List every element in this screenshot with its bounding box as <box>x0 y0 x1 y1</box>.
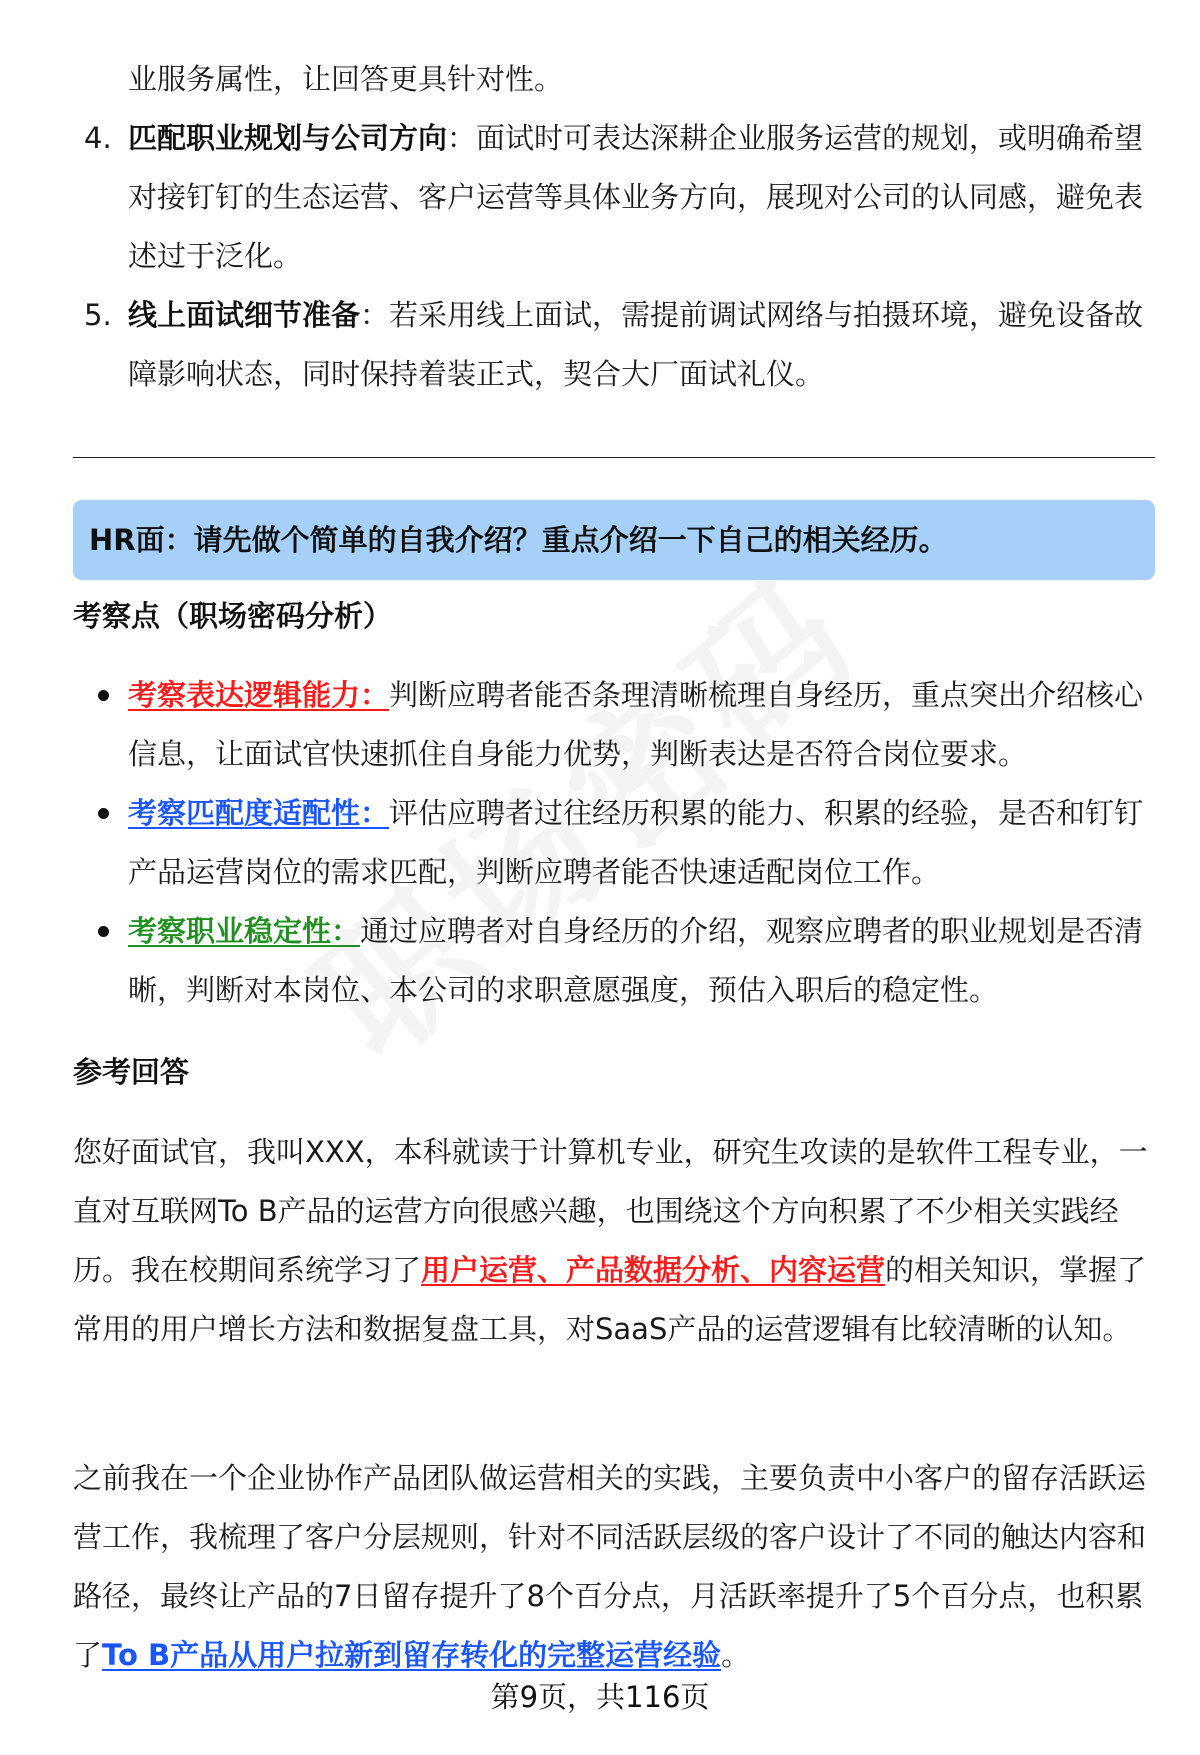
list-item <box>72 666 1148 784</box>
assessment-heading: 考察点（职场密码分析） <box>73 599 393 633</box>
item-body: 若采用线上面试，需提前调试网络与拍摄环境，避免设备故障影响状态，同时保持着装正式，契合大厂面试礼仪。 <box>128 298 1144 391</box>
bullet-icon <box>98 808 109 819</box>
continued-text: 业服务属性，让回答更具针对性。 <box>128 62 564 96</box>
question-banner <box>73 500 1155 580</box>
point-label: 考察表达逻辑能力： <box>128 678 390 712</box>
item-title: 线上面试细节准备 <box>128 298 361 332</box>
list-item <box>72 902 1148 1020</box>
answer-paragraph-1: 您好面试官，我叫XXX，本科就读于计算机专业，研究生攻读的是软件工程专业，一直对互联网To B产品的运营方向很感兴趣，也围绕这个方向积累了不少相关实践经历。我在校期间系统学习了用户运营、产品数据分析、内容运营的相关知识，掌握了常用的用户增长方法和数据复盘工具，对SaaS产品的运营逻辑有比较清晰的认知。 <box>73 1135 1148 1346</box>
question-title: HR面：请先做个简单的自我介绍？重点介绍一下自己的相关经历。 <box>89 523 948 557</box>
key-phrase: To B产品从用户拉新到留存转化的完整运营经验 <box>102 1638 722 1672</box>
point-label: 考察职业稳定性： <box>128 914 361 948</box>
list-number: 4. <box>84 121 112 155</box>
point-body: 评估应聘者过往经历积累的能力、积累的经验，是否和钉钉产品运营岗位的需求匹配，判断应聘者能否快速适配岗位工作。 <box>128 796 1144 889</box>
list-item <box>72 784 1148 902</box>
answer-paragraph-2: 之前我在一个企业协作产品团队做运营相关的实践，主要负责中小客户的留存活跃运营工作，我梳理了客户分层规则，针对不同活跃层级的客户设计了不同的触达内容和路径，最终让产品的7日留存提升了8个百分点，月活跃率提升了5个百分点，也积累了To B产品从用户拉新到留存转化的完整运营经验。 <box>73 1461 1147 1672</box>
answer-heading: 参考回答 <box>73 1055 190 1089</box>
section-divider <box>73 457 1155 458</box>
page-number: 第9页，共116页 <box>490 1680 710 1714</box>
list-item: 4. 匹配职业规划与公司方向：面试时可表达深耕企业服务运营的规划，或明确希望对接钉钉的生态运营、客户运营等具体业务方向，展现对公司的认同感，避免表述过于泛化。 <box>72 109 1148 286</box>
point-body: 通过应聘者对自身经历的介绍，观察应聘者的职业规划是否清晰，判断对本岗位、本公司的求职意愿强度，预估入职后的稳定性。 <box>128 914 1144 1007</box>
list-item: 5. 线上面试细节准备：若采用线上面试，需提前调试网络与拍摄环境，避免设备故障影响状态，同时保持着装正式，契合大厂面试礼仪。 <box>72 286 1148 404</box>
assessment-points <box>72 666 1148 1020</box>
item-body: 面试时可表达深耕企业服务运营的规划，或明确希望对接钉钉的生态运营、客户运营等具体业务方向，展现对公司的认同感，避免表述过于泛化。 <box>128 121 1144 273</box>
list-number: 5. <box>84 298 112 332</box>
bullet-icon <box>98 690 109 701</box>
point-label: 考察匹配度适配性： <box>128 796 390 830</box>
tips-list <box>72 109 1148 404</box>
key-phrase: 用户运营、产品数据分析、内容运营 <box>421 1253 886 1287</box>
bullet-icon <box>98 926 109 937</box>
point-body: 判断应聘者能否条理清晰梳理自身经历，重点突出介绍核心信息，让面试官快速抓住自身能力优势，判断表达是否符合岗位要求。 <box>128 678 1144 771</box>
item-title: 匹配职业规划与公司方向 <box>128 121 448 155</box>
